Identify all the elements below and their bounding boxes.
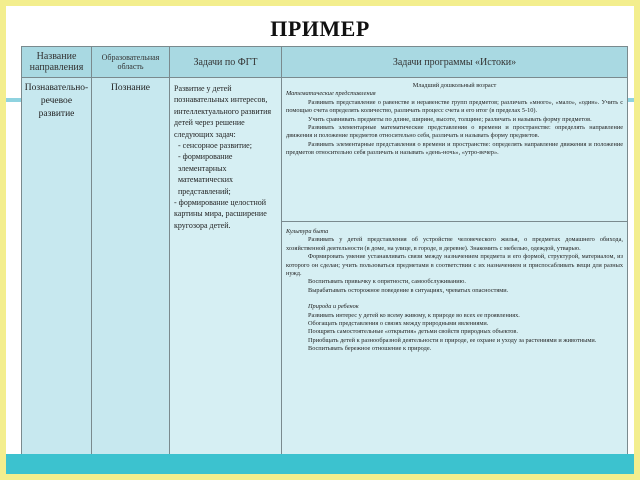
fgt-intro: Развитие у детей познавательных интересов, интеллектуального развития детей через решение следующих задач:: [174, 84, 272, 139]
age-heading: Младший дошкольный возраст: [412, 82, 497, 89]
decor-band-bottom: [6, 454, 634, 474]
program-paragraph: Обогащать представления о связях между природными явлениями.: [308, 320, 489, 328]
cell-area: Познание: [92, 78, 170, 456]
program-paragraph: Формировать умение устанавливать связи между назначением предмета и его формой, структурой, материалом, из которого он сделан; учить пользоваться предметами в соответствии с их назначением и приспосабливать вещи для разных нужд.: [286, 253, 623, 278]
program-paragraph: Вырабатывать осторожное поведение в ситуациях, чреватых опасностями.: [308, 286, 509, 294]
program-paragraph: Учить сравнивать предметы по длине, ширине, высоте, толщине; различать и называть форму предметов.: [308, 115, 592, 123]
section-heading: Математические представления: [286, 90, 376, 98]
program-paragraph: Развивать у детей представления об устройстве человеческого жилья, о предметах домашнего обихода, хозяйственной деятельности (в доме, на улице, в городе, в деревне). Знакомить с мебелью, одеждой, утварью.: [286, 236, 623, 252]
program-paragraph: Воспитывать бережное отношение к природе.: [308, 345, 432, 353]
cell-program-upper: [282, 78, 628, 222]
header-direction: Название направления: [22, 47, 92, 78]
slide: [6, 6, 634, 474]
program-paragraph: Воспитывать привычку к опрятности, самообслуживанию.: [308, 278, 466, 286]
header-program: Задачи программы «Истоки»: [282, 47, 628, 78]
fgt-item: - формирование элементарных математических представлений;: [178, 152, 234, 196]
fgt-item: - сенсорное развитие;: [178, 141, 252, 151]
header-fgt: Задачи по ФГТ: [170, 47, 282, 78]
fgt-item: - формирование целостной картины мира, расширение кругозора детей.: [174, 198, 267, 230]
cell-fgt: [170, 78, 282, 456]
program-paragraph: Развивать представление о равенстве и неравенстве групп предметов; различать «много», «мало», «один». Учить с помощью счета определять количество, различать процесс счета и его итог (в пределах 5-10).: [286, 98, 623, 115]
section-heading: Культура быта: [286, 228, 329, 235]
section-heading: Природа и ребенок: [308, 303, 359, 311]
cell-program-lower: [282, 222, 628, 456]
program-paragraph: Поощрять самостоятельные «открытия» детьми свойств природных объектов.: [308, 328, 518, 336]
program-paragraph: Развивать элементарные представления о времени и пространстве: определять направление движения и положение предметов относительно себя различать и называть «день-ночь», «утро-вечер».: [286, 140, 623, 157]
page-title: ПРИМЕР: [270, 16, 370, 41]
program-paragraph: Развивать элементарные математические представления о времени и пространстве: определять направление движения и положение предметов относительно себя, различать и называть форму предметов.: [286, 124, 623, 140]
table-row: [22, 78, 628, 222]
table-header-row: [22, 47, 628, 78]
program-paragraph: Развивать интерес у детей ко всему живому, к природе во всех ее проявлениях.: [308, 311, 520, 319]
cell-direction: Познавательно-речевое развитие: [22, 78, 92, 456]
header-area: Образовательная область: [92, 47, 170, 78]
program-paragraph: Приобщать детей к разнообразной деятельности в природе, ее охране и уходу за растениями и животными.: [308, 336, 597, 344]
program-table: [21, 46, 628, 456]
